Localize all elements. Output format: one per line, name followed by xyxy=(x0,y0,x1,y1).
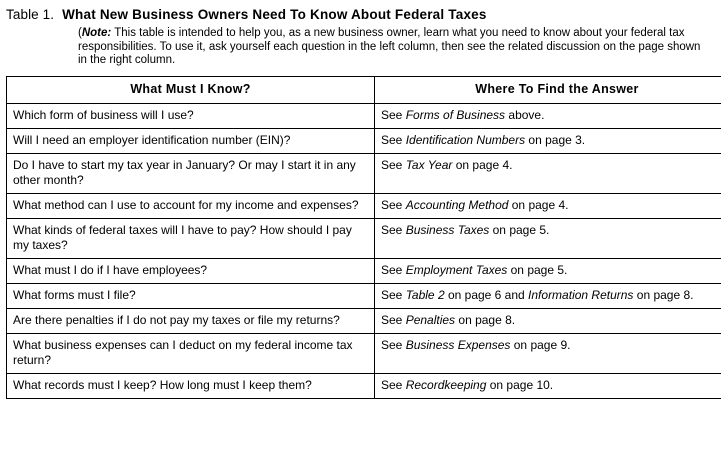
table-number-label: Table 1. xyxy=(6,7,55,22)
table-row xyxy=(7,308,721,333)
answer-reference: Forms of Business xyxy=(405,107,506,122)
answer-prefix: See xyxy=(381,337,406,352)
answer-suffix: on page 10. xyxy=(486,377,554,392)
table-row xyxy=(7,103,721,128)
table-row xyxy=(7,193,721,218)
answer-reference: Business Expenses xyxy=(405,337,511,352)
answer-reference: Identification Numbers xyxy=(405,132,526,147)
answer-prefix: See xyxy=(381,287,406,302)
answer-suffix: above. xyxy=(505,107,545,122)
answer-cell xyxy=(375,283,721,308)
answer-reference: Tax Year xyxy=(405,157,453,172)
question-cell: What business expenses can I deduct on my federal income tax return? xyxy=(7,333,375,373)
answer-cell xyxy=(375,193,721,218)
answer-middle: on page 6 and xyxy=(444,287,529,302)
question-cell: What forms must I file? xyxy=(7,283,375,308)
question-cell: What method can I use to account for my income and expenses? xyxy=(7,193,375,218)
question-cell: What kinds of federal taxes will I have to pay? How should I pay my taxes? xyxy=(7,218,375,258)
answer-reference-secondary: Information Returns xyxy=(528,287,634,302)
answer-cell xyxy=(375,103,721,128)
answer-prefix: See xyxy=(381,132,406,147)
question-cell: Are there penalties if I do not pay my taxes or file my returns? xyxy=(7,308,375,333)
question-cell: Which form of business will I use? xyxy=(7,103,375,128)
answer-suffix: on page 3. xyxy=(525,132,586,147)
table-title: What New Business Owners Need To Know About Federal Taxes xyxy=(62,7,487,22)
table-row xyxy=(7,153,721,193)
answer-cell xyxy=(375,218,721,258)
answer-reference: Table 2 xyxy=(405,287,445,302)
answer-suffix: on page 8. xyxy=(455,312,516,327)
question-cell: What records must I keep? How long must I keep them? xyxy=(7,373,375,398)
table-row xyxy=(7,258,721,283)
answer-prefix: See xyxy=(381,312,406,327)
table-note: (Note: This table is intended to help you, as a new business owner, learn what you need to know about your federal tax responsibilities. To use it, ask yourself each question in the left column, then see the related discussion on the page shown in the right column. xyxy=(78,27,701,66)
answer-cell xyxy=(375,333,721,373)
answer-reference: Penalties xyxy=(405,312,456,327)
answer-prefix: See xyxy=(381,377,406,392)
column-header-answer: Where To Find the Answer xyxy=(375,76,721,103)
table-row xyxy=(7,373,721,398)
table-row xyxy=(7,283,721,308)
answer-cell xyxy=(375,153,721,193)
answer-cell xyxy=(375,308,721,333)
answer-prefix: See xyxy=(381,157,406,172)
table-row xyxy=(7,333,721,373)
table-body xyxy=(7,103,721,398)
note-text: This table is intended to help you, as a new business owner, learn what you need to know about your federal tax responsibilities. To use it, ask yourself each question in the left column, then see the related discussion on the page shown in the right column. xyxy=(78,27,701,66)
answer-suffix: on page 5. xyxy=(489,222,550,237)
answer-reference: Business Taxes xyxy=(405,222,490,237)
answer-suffix: on page 4. xyxy=(508,197,569,212)
answer-cell xyxy=(375,373,721,398)
table-row xyxy=(7,218,721,258)
note-label: Note: xyxy=(81,27,112,39)
answer-prefix: See xyxy=(381,222,406,237)
answer-suffix: on page 8. xyxy=(633,287,694,302)
answer-reference: Recordkeeping xyxy=(405,377,487,392)
question-cell: What must I do if I have employees? xyxy=(7,258,375,283)
table-row xyxy=(7,128,721,153)
answer-prefix: See xyxy=(381,107,406,122)
answer-reference: Accounting Method xyxy=(405,197,509,212)
answer-prefix: See xyxy=(381,262,406,277)
answer-cell xyxy=(375,128,721,153)
answer-suffix: on page 5. xyxy=(507,262,568,277)
column-header-question: What Must I Know? xyxy=(7,76,375,103)
question-cell: Do I have to start my tax year in January? Or may I start it in any other month? xyxy=(7,153,375,193)
table-caption xyxy=(6,6,715,22)
federal-taxes-table xyxy=(6,76,721,399)
answer-reference: Employment Taxes xyxy=(405,262,508,277)
table-header-row xyxy=(7,76,721,103)
answer-suffix: on page 4. xyxy=(452,157,513,172)
answer-suffix: on page 9. xyxy=(510,337,571,352)
answer-prefix: See xyxy=(381,197,406,212)
question-cell: Will I need an employer identification number (EIN)? xyxy=(7,128,375,153)
answer-cell xyxy=(375,258,721,283)
